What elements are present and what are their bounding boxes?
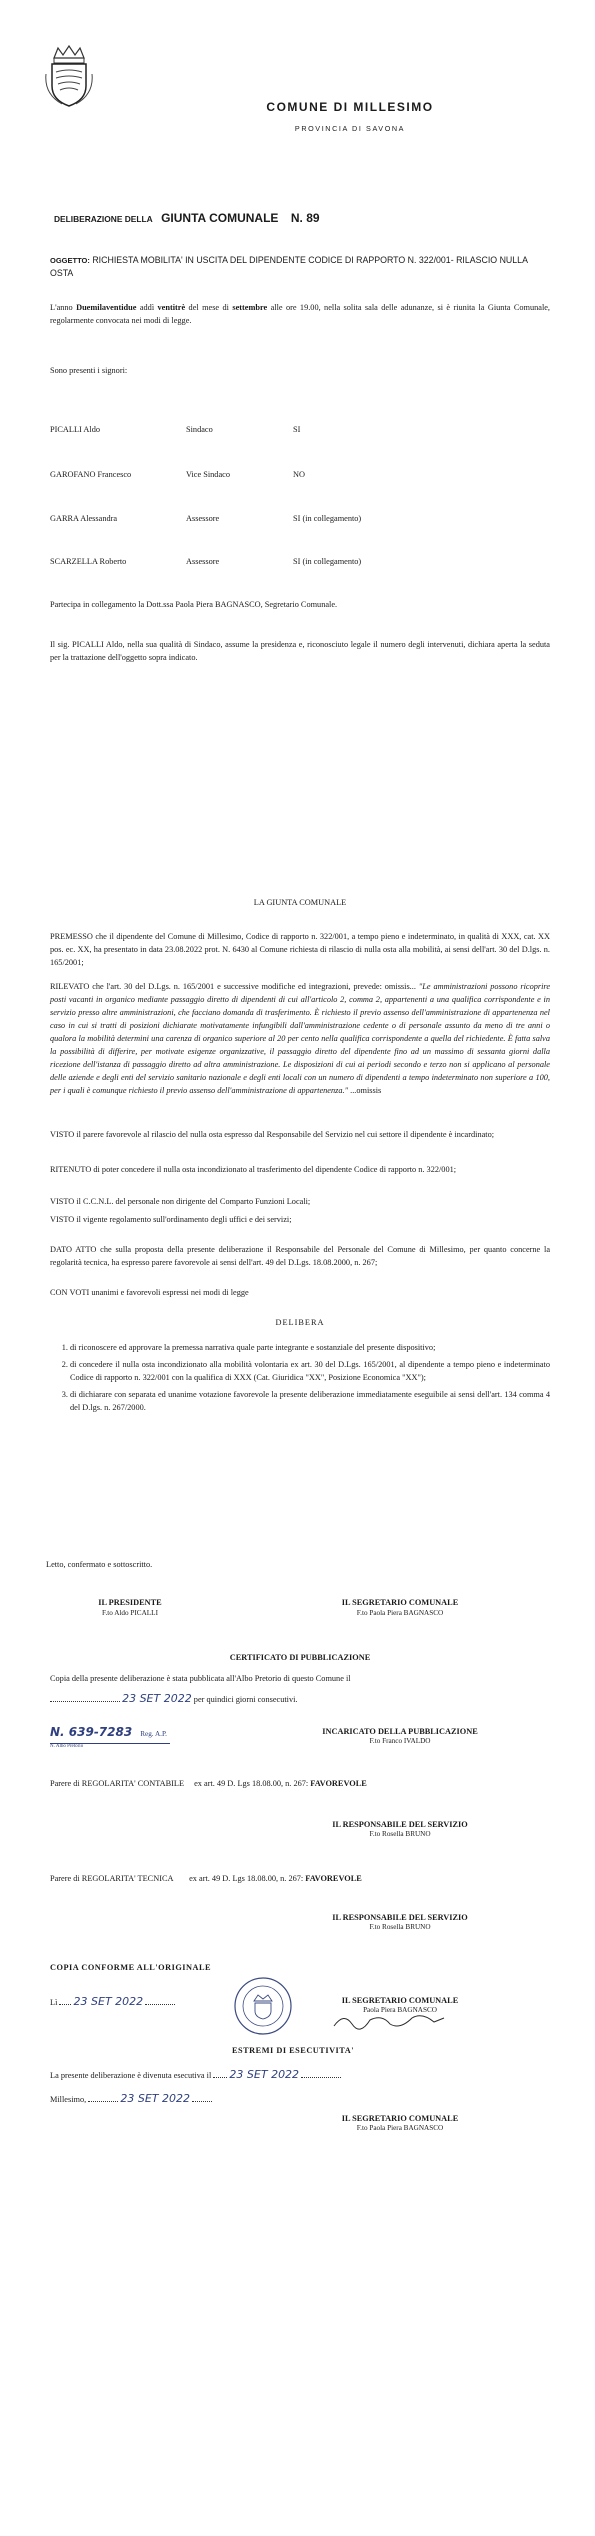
esecutivita-text: La presente deliberazione è divenuta esecutiva il <box>50 2071 212 2080</box>
li-label: Lì <box>50 1998 58 2007</box>
parere-tecnica-esito: FAVOREVOLE <box>305 1874 362 1883</box>
presenti-label: Sono presenti i signori: <box>50 366 128 375</box>
member-role: Sindaco <box>186 425 213 434</box>
member-present: SI (in collegamento) <box>293 557 362 566</box>
giunta-title: LA GIUNTA COMUNALE <box>253 898 347 907</box>
delibera-item: 1. di riconoscere ed approvare la premessa narrativa quale parte integrante e sostanziale del presente dispositivo; <box>70 1341 550 1354</box>
esecutivita-date-stamp: 23 SET 2022 <box>229 2068 300 2081</box>
comune-title: COMUNE DI MILLESIMO <box>266 100 434 114</box>
copia-date-stamp: 23 SET 2022 <box>73 1995 144 2008</box>
esecutivita-title: ESTREMI DI ESECUTIVITA' <box>232 2046 355 2055</box>
parere-contabile-esito: FAVOREVOLE <box>310 1779 367 1788</box>
copia-segretario-title: IL SEGRETARIO COMUNALE <box>341 1996 459 2005</box>
intro-text: del mese di <box>185 303 233 312</box>
visto-ccnl: VISTO il C.C.N.L. del personale non dirigente del Comparto Funzioni Locali; <box>50 1197 311 1206</box>
delibera-number: N. 89 <box>290 211 320 225</box>
incaricato-title: INCARICATO DELLA PUBBLICAZIONE <box>322 1727 478 1736</box>
oggetto-text: RICHIESTA MOBILITA' IN USCITA DEL DIPENDENTE CODICE DI RAPPORTO N. 322/001- RILASCIO NULLA OSTA <box>50 255 528 278</box>
intro-month: settembre <box>232 303 268 312</box>
member-name: GAROFANO Francesco <box>50 470 132 479</box>
registro-stamp <box>50 1723 170 1749</box>
delibera-list <box>50 1341 550 1418</box>
certificato-date-line <box>50 1692 550 1706</box>
official-seal-icon <box>232 1975 294 2037</box>
delibera-item: 2. di concedere il nulla osta incondizionato alla mobilità volontaria ex art. 30 del D.Lgs. 165/2001, al dipendente a tempo pieno e indeterminato Codice di rapporto n. 322/001 con la qualifica di XXX (Cat. Giuridica "XX", Posizione Economica "XX"); <box>70 1358 550 1384</box>
incaricato-name: F.to Franco IVALDO <box>369 1737 431 1745</box>
date-dots <box>301 2077 341 2078</box>
delibera-prefix: DELIBERAZIONE DELLA <box>54 214 153 224</box>
provincia-title: PROVINCIA DI SAVONA <box>294 124 406 133</box>
rilevato-intro: RILEVATO che l'art. 30 del D.Lgs. n. 165/2001 e successive modifiche ed integrazioni, prevede: omissis... <box>50 982 416 991</box>
delibera-heading <box>54 209 494 227</box>
member-present: SI (in collegamento) <box>293 514 362 523</box>
registro-number: N. 639-7283 <box>50 1725 133 1739</box>
intro-text: addì <box>136 303 158 312</box>
esecutivita-segretario-name: F.to Paola Piera BAGNASCO <box>356 2124 444 2132</box>
member-role: Assessore <box>186 557 220 566</box>
assume-text: Il sig. PICALLI Aldo, nella sua qualità di Sindaco, assume la presidenza e, riconosciuto legale il numero degli intervenuti, dichiara aperta la seduta per la trattazione dell'oggetto sopra indicato. <box>50 640 550 662</box>
resp-contabile-name: F.to Rosella BRUNO <box>369 1830 431 1838</box>
rilevato-paragraph <box>50 980 550 1097</box>
certificato-text: Copia della presente deliberazione è stata pubblicata all'Albo Pretorio di questo Comune il <box>50 1674 351 1683</box>
resp-tecnica-title: IL RESPONSABILE DEL SERVIZIO <box>332 1913 468 1922</box>
date-dots <box>145 2004 175 2005</box>
registro-label: Reg. A.P. <box>140 1730 167 1738</box>
intro-year: Duemilaventidue <box>76 303 137 312</box>
date-dots <box>192 2101 212 2102</box>
visto-regolamento: VISTO il vigente regolamento sull'ordinamento degli uffici e dei servizi; <box>50 1215 292 1224</box>
date-dots <box>88 2101 118 2102</box>
member-role: Vice Sindaco <box>186 470 230 479</box>
presidente-title: IL PRESIDENTE <box>98 1598 162 1607</box>
place-date-line <box>50 2092 212 2106</box>
member-role: Assessore <box>186 514 220 523</box>
parere-contabile-line <box>50 1777 570 1790</box>
presidente-name: F.to Aldo PICALLI <box>102 1609 158 1617</box>
member-name: PICALLI Aldo <box>50 425 101 434</box>
signature-icon <box>330 2010 450 2032</box>
parere-contabile-ref: ex art. 49 D. Lgs 18.08.00, n. 267: <box>194 1779 309 1788</box>
delibera-title: DELIBERA <box>275 1318 325 1327</box>
ritenuto-paragraph: RITENUTO di poter concedere il nulla osta incondizionato al trasferimento del dipendente Codice di rapporto n. 322/001; <box>50 1165 457 1174</box>
coat-of-arms-icon <box>44 44 94 110</box>
pubblicazione-date-stamp: 23 SET 2022 <box>122 1692 192 1705</box>
parere-tecnica-line <box>50 1872 570 1885</box>
member-present: NO <box>293 470 305 479</box>
dato-atto-paragraph: DATO ATTO che sulla proposta della presente deliberazione il Responsabile del Personale del Comune di Millesimo, per quanto concerne la regolarità tecnica, ha espresso parere favorevole ai sensi dell'art. 49 del D.Lgs. 18.08.2000, n. 267; <box>50 1245 550 1267</box>
intro-paragraph <box>50 301 550 327</box>
intro-text: L'anno <box>50 303 77 312</box>
rilevato-omissis: ...omissis <box>350 1086 382 1095</box>
delibera-item: 3. di dichiarare con separata ed unanime votazione favorevole la presente deliberazione immediatamente eseguibile ai sensi dell'art. 134 comma 4 del D.lgs. n. 267/2000. <box>70 1388 550 1414</box>
date-dots <box>59 2004 71 2005</box>
partecipa-text: Partecipa in collegamento la Dott.ssa Paola Piera BAGNASCO, Segretario Comunale. <box>50 600 338 609</box>
segretario-title: IL SEGRETARIO COMUNALE <box>341 1598 459 1607</box>
giunta-label: GIUNTA COMUNALE <box>161 211 279 225</box>
intro-text: alle ore 19.00, nella solita sala delle adunanze, si è riunita la Giunta Comunale, regolarmente convocata nei modi di legge. <box>50 303 551 325</box>
copia-segretario-name: Paola Piera BAGNASCO <box>363 2006 437 2014</box>
visto-parere: VISTO il parere favorevole al rilascio del nulla osta espresso dal Responsabile del Servizio nel cui settore il dipendente è incardinato; <box>50 1130 495 1139</box>
premesso-paragraph: PREMESSO che il dipendente del Comune di Millesimo, Codice di rapporto n. 322/001, a tempo pieno e indeterminato, in qualità di XXX, cat. XX pos. ec. XX, ha presentato in data 23.08.2022 prot. N. 6430 al Comune richiesta di rilascio di nulla osta alla mobilità, ai sensi dell'art. 30 del D.lgs. n. 165/2001; <box>50 932 550 967</box>
intro-day: ventitrè <box>157 303 186 312</box>
place-date-stamp: 23 SET 2022 <box>120 2092 190 2105</box>
copia-date-line <box>50 1995 175 2009</box>
parere-contabile-label: Parere di REGOLARITA' CONTABILE <box>50 1779 185 1788</box>
esecutivita-segretario-title: IL SEGRETARIO COMUNALE <box>341 2114 459 2123</box>
resp-tecnica-name: F.to Rosella BRUNO <box>369 1923 431 1931</box>
con-voti-text: CON VOTI unanimi e favorevoli espressi nei modi di legge <box>50 1288 249 1297</box>
oggetto-label: OGGETTO: <box>50 256 90 265</box>
date-dots <box>50 1701 120 1702</box>
parere-tecnica-ref: ex art. 49 D. Lgs 18.08.00, n. 267: <box>189 1874 304 1883</box>
rilevato-quote: "Le amministrazioni possono ricoprire posti vacanti in organico mediante passaggio diretto di dipendenti di cui all'articolo 2, comma 2, appartenenti a una qualifica corrispondente e in servizio presso altre amministrazioni, che facciano domanda di trasferimento. È richiesto il previo assenso dell'amministrazione di appartenenza nel caso in cui si tratti di posizioni dichiarate motivatamente infungibili dall'amministrazione cedente o di personale assunto da meno di tre anni o qualora la mobilità determini una carenza di organico superiore al 20 per cento nella qualifica corrispondente a quella del richiedente. È fatta salva la possibilità di differire, per motivate esigenze organizzative, il passaggio diretto del dipendente fino ad un massimo di sessanta giorni dalla ricezione dell'istanza di passaggio diretto ad altra amministrazione. Le disposizioni di cui ai periodi secondo e terzo non si applicano al personale delle aziende e degli enti del servizio sanitario nazionale e degli enti locali con un numero di dipendenti a tempo indeterminato non superiore a 100, per i quali è comunque richiesto il previo assenso dell'amministrazione di appartenenza." <box>50 982 551 1095</box>
oggetto <box>50 254 550 279</box>
member-name: GARRA Alessandra <box>50 514 118 523</box>
segretario-name: F.to Paola Piera BAGNASCO <box>356 1609 444 1617</box>
registro-sub: N. Albo Pretorio <box>50 1743 170 1749</box>
member-name: SCARZELLA Roberto <box>50 557 127 566</box>
resp-contabile-title: IL RESPONSABILE DEL SERVIZIO <box>332 1820 468 1829</box>
place-label: Millesimo, <box>50 2095 87 2104</box>
certificato-title: CERTIFICATO DI PUBBLICAZIONE <box>229 1653 371 1662</box>
letto-text: Letto, confermato e sottoscritto. <box>46 1560 153 1569</box>
date-dots <box>213 2077 227 2078</box>
esecutivita-line <box>50 2068 570 2082</box>
member-present: SI <box>293 425 301 434</box>
parere-tecnica-label: Parere di REGOLARITA' TECNICA <box>50 1874 174 1883</box>
consecutivi-text: per quindici giorni consecutivi. <box>193 1695 298 1704</box>
copia-conforme-title: COPIA CONFORME ALL'ORIGINALE <box>50 1963 212 1972</box>
